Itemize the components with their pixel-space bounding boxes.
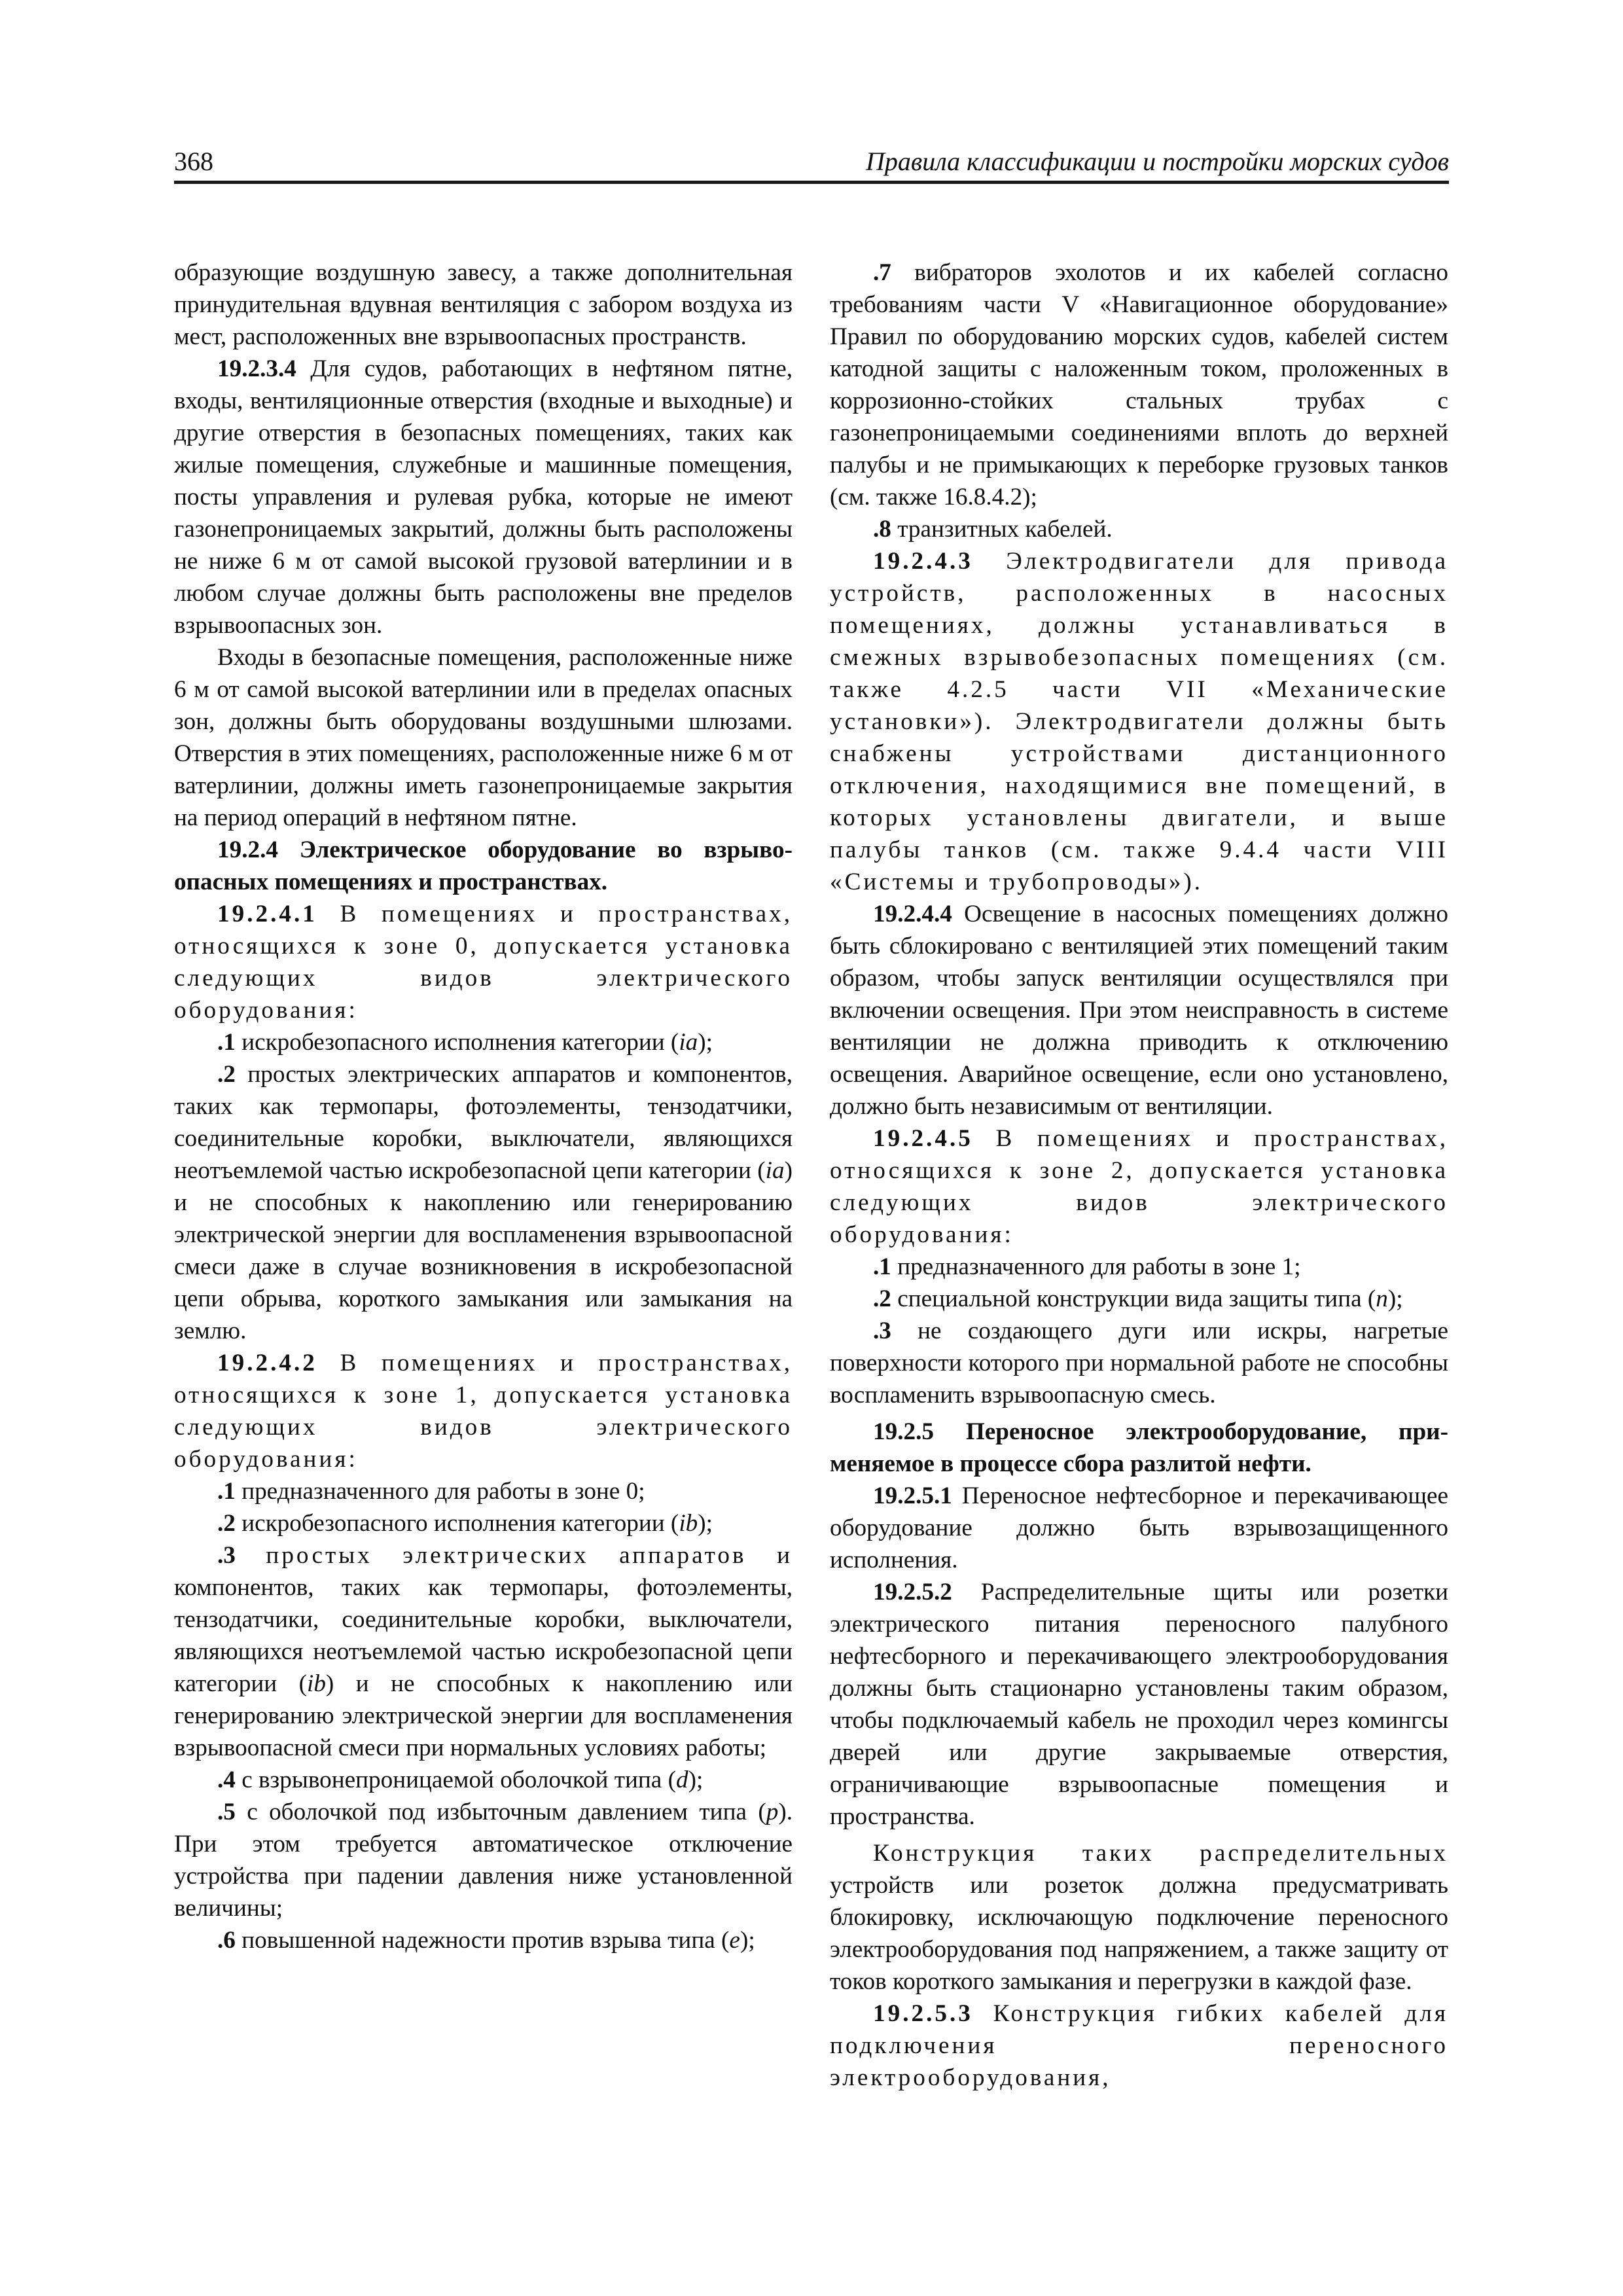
- clause-19-2-4-1: 19.2.4.1 В помещениях и пространствах, относящихся к зоне 0, допускается установка следующих видов электрического оборудования:: [174, 901, 793, 1024]
- clause-19-2-4-4: 19.2.4.4 Освещение в насосных помещениях должно быть сблокировано с вентиляцией этих помещений таким образом, чтобы запуск вентиляции осуществлялся при включении освещения. При этом неисправность в системе вентиляции не должна приводить к отключению освещения. Аварийное освещение, если оно установлено, должно быть независимым от вентиляции.: [830, 901, 1448, 1120]
- list-item: .1 предназначенного для работы в зоне 1;: [873, 1253, 1301, 1280]
- list-item: .2 искробезопасного исполнения категории (ib);: [217, 1510, 713, 1537]
- paragraph-entrances: Входы в безопасные помещения, расположенные ниже 6 м от самой высокой ватерлинии или в пределах опасных зон, должны быть оборудованы воздушными шлюзами. Отверстия в этих помещениях, расположенные ниже 6 м от ватерлинии, должны иметь газонепроницаемые закрытия на период операций в нефтяном пятне.: [174, 644, 793, 831]
- list-item: .4 с взрывонепроницаемой оболочкой типа (d);: [217, 1767, 704, 1793]
- clause-number: 19.2.5.3: [873, 2000, 973, 2027]
- list-item: .7 вибраторов эхолотов и их кабелей согласно требованиям части V «Навигационное оборудование» Правил по оборудованию морских судов, кабелей систем катодной защиты с наложенным током, проложенных в коррозионно-стойких стальных трубах с газонепроницаемыми соединениями вплоть до верхней палубы и не примыкающих к переборке грузовых танков (см. также 16.8.4.2);: [830, 259, 1448, 511]
- running-title: Правила классификации и постройки морских судов: [865, 147, 1449, 176]
- paragraph-construction: Конструкция таких распределительных устройств или розеток должна предусматривать блокировку, исключающую подключение переносного электрооборудования под напряжением, а также защиту от токов короткого замыкания и перегрузки в каждой фазе.: [830, 1840, 1448, 1995]
- list-item: .5 с оболочкой под избыточным давлением типа (p). При этом требуется автоматическое отключение устройства при падении давления ниже установленной величины;: [174, 1799, 793, 1922]
- clause-number: 19.2.5.1: [873, 1482, 952, 1509]
- clause-19-2-5-1: 19.2.5.1 Переносное нефтесборное и перекачивающее оборудование должно быть взрывозащищенного исполнения.: [830, 1482, 1448, 1573]
- clause-number: 19.2.4.3: [873, 548, 973, 575]
- clause-19-2-4-5: 19.2.4.5 В помещениях и пространствах, относящихся к зоне 2, допускается установка следующих видов электрического оборудования:: [830, 1125, 1448, 1248]
- clause-19-2-4-2: 19.2.4.2 В помещениях и пространствах, относящихся к зоне 1, допускается установка следующих видов электрического оборудования:: [174, 1350, 793, 1473]
- clause-19-2-3-4: 19.2.3.4 Для судов, работающих в нефтяном пятне, входы, вентиляционные отверстия (входные и выходные) и другие отверстия в безопасных помещениях, таких как жилые помещения, служебные и машинные помещения, посты управления и рулевая рубка, которые не имеют газонепроницаемых закрытий, должны быть расположены не ниже 6 м от самой высокой грузовой ватерлинии и в любом случае должны быть расположены вне пределов взрывоопасных зон.: [174, 355, 793, 639]
- clause-number: 19.2.3.4: [217, 355, 296, 382]
- section-heading-19-2-5: 19.2.5 Переносное электрооборудование, применяемое в процессе сбора разлитой нефти.: [830, 1418, 1448, 1477]
- clause-number: 19.2.4.5: [873, 1125, 973, 1152]
- list-item: .8 транзитных кабелей.: [873, 516, 1113, 543]
- left-column: [174, 257, 793, 1956]
- section-heading-19-2-4: 19.2.4 Электрическое оборудование во взрывоопасных помещениях и пространствах.: [174, 836, 793, 895]
- list-item: .3 простых электрических аппаратов и компонентов, таких как термопары, фотоэлементы, тензодатчики, соединительные коробки, выключатели, являющихся неотъемлемой частью искробезопасной цепи категории (ib) и не способных к накоплению или генерированию электрической энергии для воспламенения взрывоопасной смеси при нормальных условиях работы;: [174, 1542, 793, 1761]
- right-column: [830, 257, 1448, 2094]
- list-item: .2 специальной конструкции вида защиты типа (n);: [873, 1285, 1403, 1312]
- clause-number: 19.2.4.4: [873, 901, 952, 927]
- page-header: [174, 144, 1449, 184]
- list-item: .1 искробезопасного исполнения категории (ia);: [217, 1029, 713, 1056]
- clause-19-2-5-2: 19.2.5.2 Распределительные щиты или розетки электрического питания переносного палубного нефтесборного и перекачивающего электрооборудования должны быть стационарно установлены таким образом, чтобы подключаемый кабель не проходил через комингсы дверей или другие закрываемые отверстия, ограничивающие взрывоопасные помещения и пространства.: [830, 1579, 1448, 1830]
- clause-number: 19.2.4.1: [217, 901, 317, 927]
- list-item: .2 простых электрических аппаратов и компонентов, таких как термопары, фотоэлементы, тензодатчики, соединительные коробки, выключатели, являющихся неотъемлемой частью искробезопасной цепи категории (ia) и не способных к накоплению или генерированию электрической энергии для воспламенения взрывоопасной смеси даже в случае возникновения в искробезопасной цепи обрыва, короткого замыкания или замыкания на землю.: [174, 1061, 793, 1344]
- clause-number: 19.2.5.2: [873, 1579, 952, 1605]
- clause-number: 19.2.4.2: [217, 1350, 317, 1376]
- page-number: 368: [174, 147, 213, 176]
- list-item: .3 не создающего дуги или искры, нагретые поверхности которого при нормальной работе не способны воспламенить взрывоопасную смесь.: [830, 1318, 1448, 1408]
- clause-19-2-5-3: 19.2.5.3 Конструкция гибких кабелей для подключения переносного электрооборудования,: [830, 2000, 1448, 2091]
- clause-19-2-4-3: 19.2.4.3 Электродвигатели для привода устройств, расположенных в насосных помещениях, должны устанавливаться в смежных взрывобезопасных помещениях (см. также 4.2.5 части VII «Механические установки»). Электродвигатели должны быть снабжены устройствами дистанционного отключения, находящимися вне помещений, в которых установлены двигатели, и выше палубы танков (см. также 9.4.4 части VIII «Системы и трубопроводы»).: [830, 548, 1448, 895]
- list-item: .6 повышенной надежности против взрыва типа (e);: [217, 1927, 755, 1954]
- list-item: .1 предназначенного для работы в зоне 0;: [217, 1478, 645, 1505]
- paragraph-continued: образующие воздушную завесу, а также дополнительная принудительная вдувная вентиляция с забором воздуха из мест, расположенных вне взрывоопасных пространств.: [174, 259, 793, 350]
